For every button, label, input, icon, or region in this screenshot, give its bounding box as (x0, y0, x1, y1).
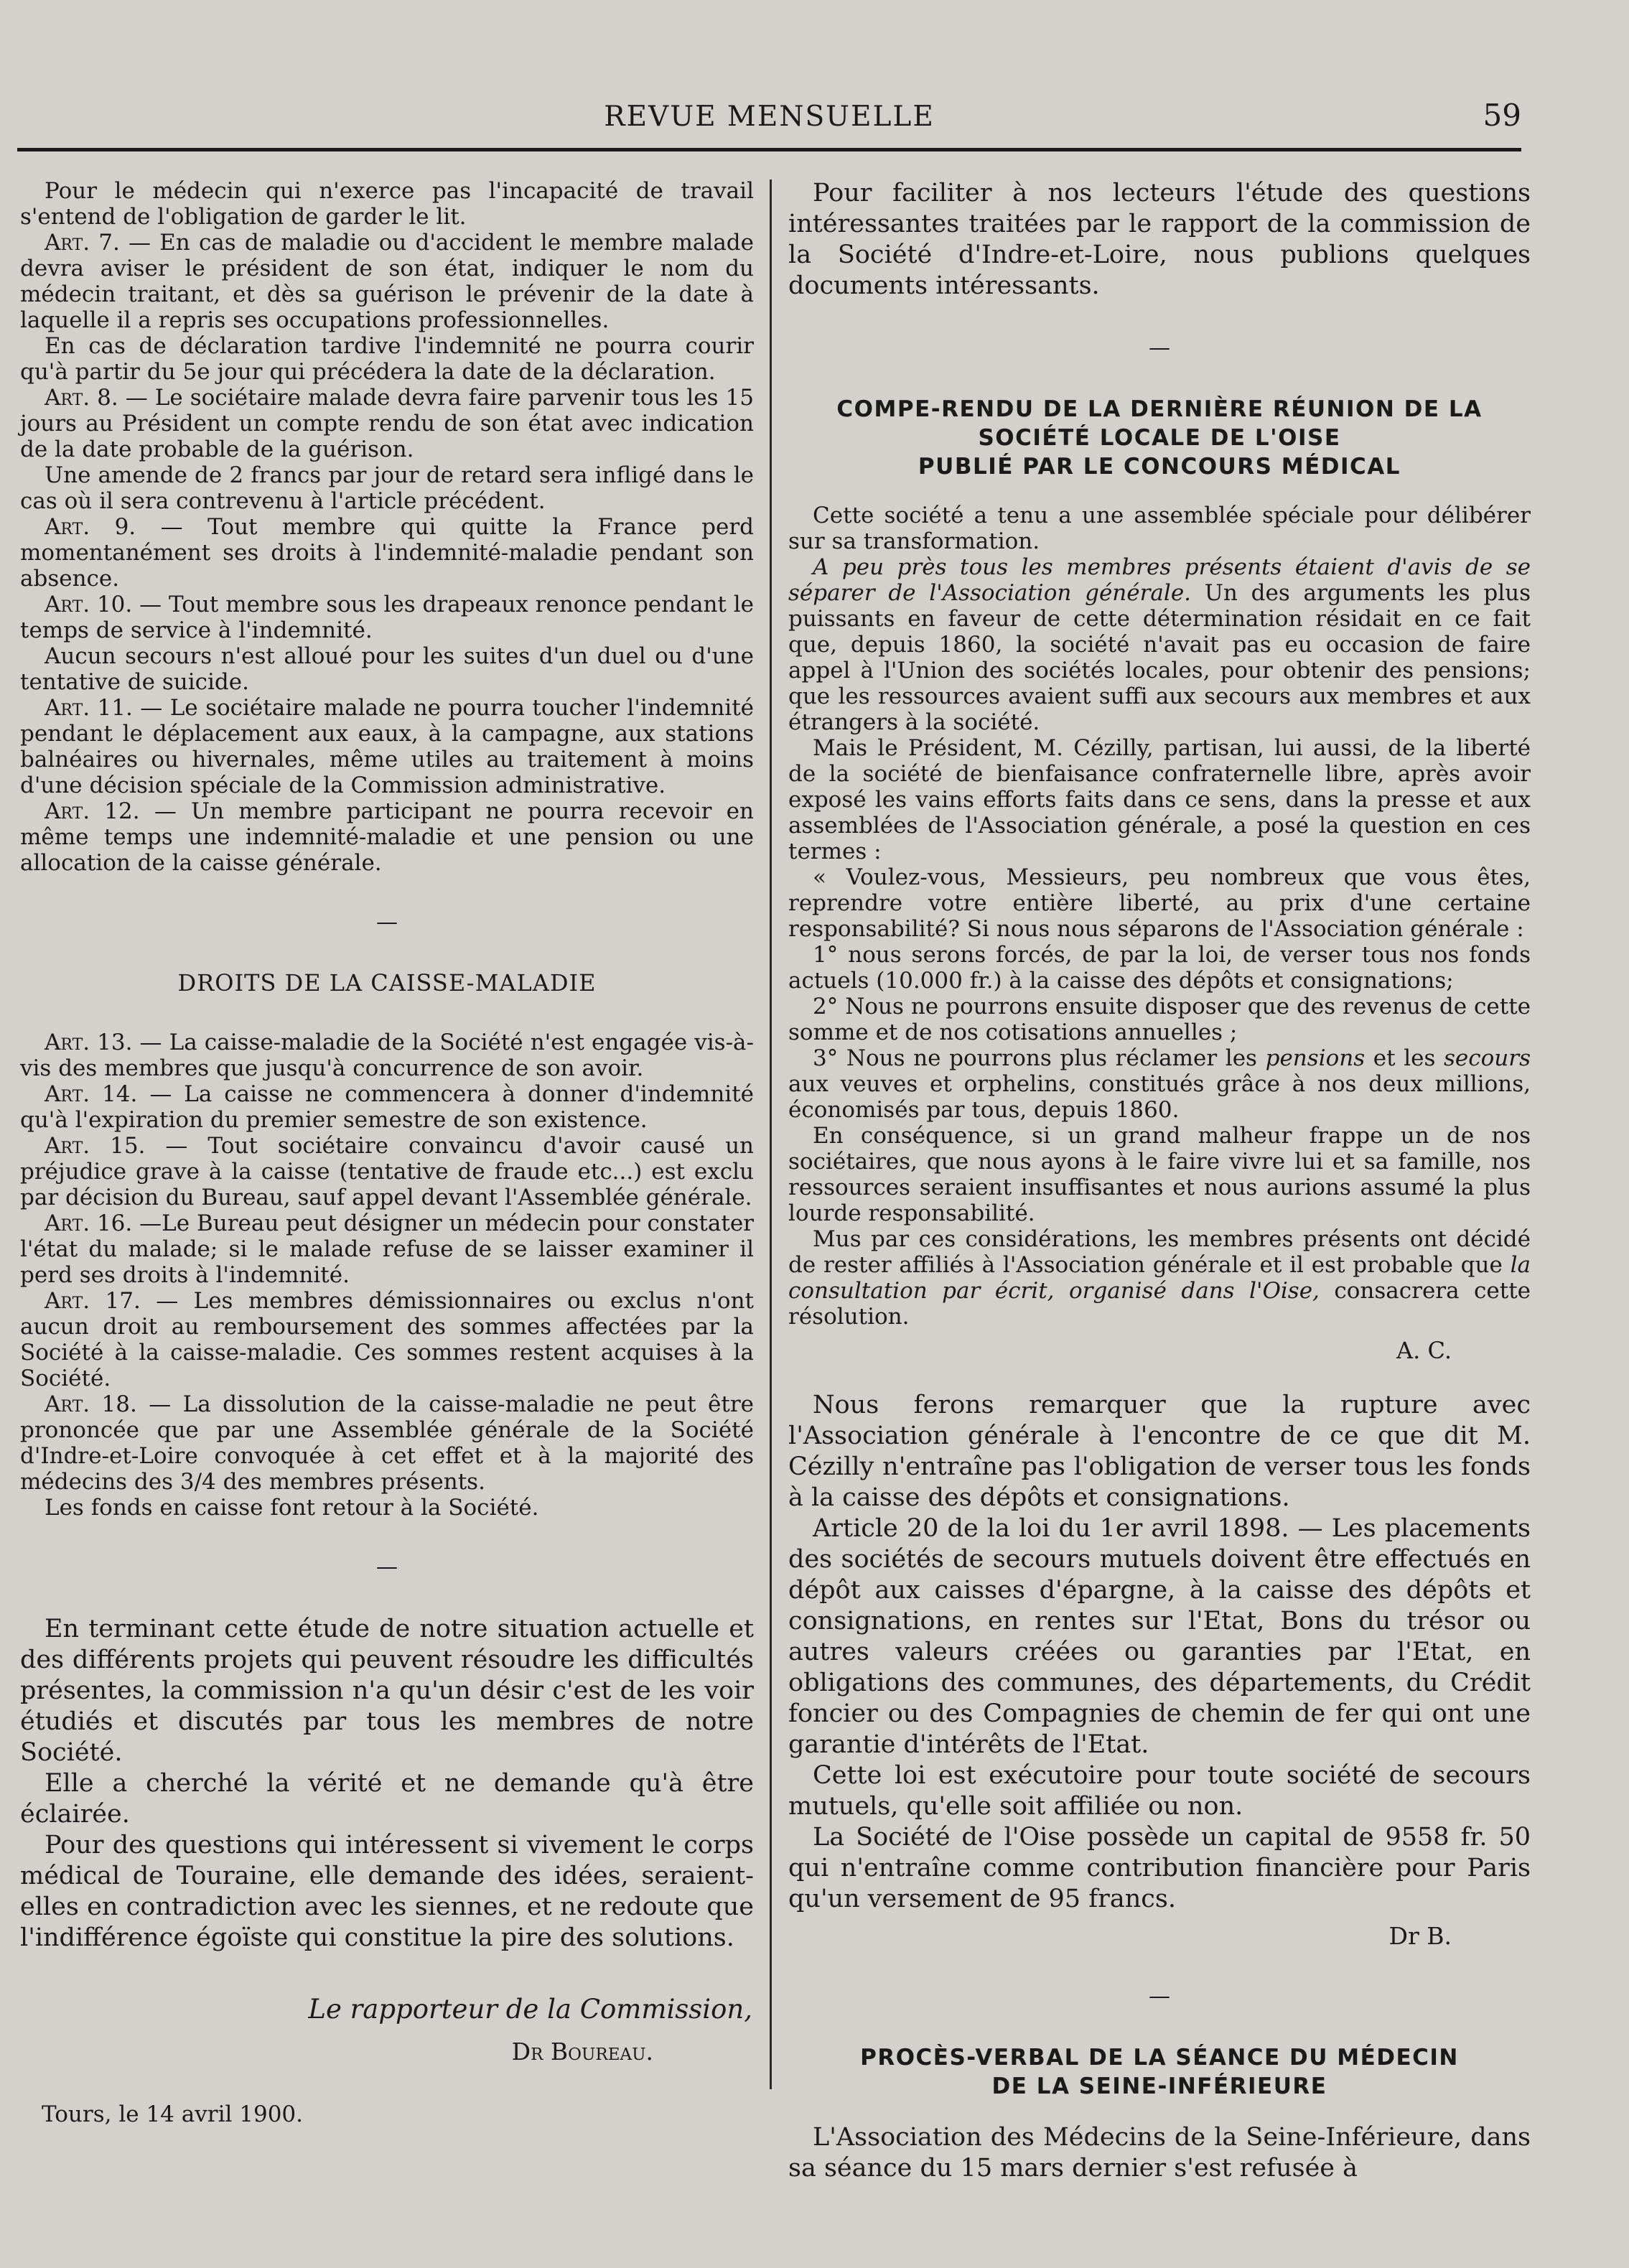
article-text: — Tout membre sous les drapeaux renonce pendant le temps de service à l'indemnité. (20, 592, 754, 643)
article-8 (20, 385, 754, 462)
paragraph: Les fonds en caisse font retour à la Société. (45, 1495, 539, 1521)
paragraph-large: Article 20 de la loi du 1er avril 1898. — Les placements des sociétés de secours mutuels doivent être effectués en dépôt aux caisses d'épargne, à la caisse des dépôts et consignations, en rentes sur l'Etat, Bons du trésor ou autres valeurs créées ou garanties par l'Etat, en obligations des communes, des départements, du Crédit foncier ou des Compagnies de chemin de fer qui ont une garantie d'intérêts de l'Etat. (788, 1514, 1531, 1759)
oise-report-heading (788, 395, 1531, 481)
text: aux veuves et orphelins, constitués grâce à nos deux millions, économisés par tous, depuis 1860. (788, 1071, 1531, 1123)
intro-paragraph: Pour faciliter à nos lecteurs l'étude des questions intéressantes traitées par le rapport de la commission de la Société d'Indre-et-Loire, nous publions quelques documents intéressants. (788, 179, 1531, 300)
heading-line: SOCIÉTÉ LOCALE DE L'OISE (978, 425, 1341, 451)
article-17 (20, 1288, 754, 1391)
italic-text: secours (1444, 1045, 1531, 1071)
running-head (17, 90, 1521, 136)
paragraph: En cas de déclaration tardive l'indemnité ne pourra courir qu'à partir du 5e jour qui précédera la date de la déclaration. (20, 333, 754, 385)
article-label: Art. 10. (45, 592, 133, 617)
text: Un des arguments les plus puissants en faveur de cette détermination résidait en ce fait que, depuis 1860, la société n'avait pas eu occasion de faire appel à l'Union des sociétés locales, pour obtenir des pensions; que les ressources avaient suffi aux secours aux membres et aux étrangers à la société. (788, 580, 1531, 735)
paragraph-large: Nous ferons remarquer que la rupture avec l'Association générale à l'encontre de ce que dit M. Cézilly n'entraîne pas l'obligation de verser tous les fonds à la caisse des dépôts et consignations. (788, 1391, 1531, 1512)
separator-dash: — (1149, 335, 1170, 360)
text: et les (1365, 1045, 1444, 1071)
article-13 (20, 1030, 754, 1081)
article-text: — Les membres démissionnaires ou exclus n'ont aucun droit au remboursement des sommes affectées par la Société à la caisse-maladie. Ces sommes restent acquises à la Société. (20, 1288, 754, 1391)
page-number: 59 (1483, 98, 1521, 133)
paragraph: Mais le Président, M. Cézilly, partisan, lui aussi, de la liberté de la société de bienfaisance confraternelle libre, après avoir exposé les vains efforts faits dans ce sens, dans la presse et aux assemblées de l'Association générale, a posé la question en ces termes : (788, 735, 1531, 864)
article-10 (20, 592, 754, 643)
oise-report-body (788, 503, 1531, 1364)
article-18 (20, 1391, 754, 1495)
seine-report-body (788, 2122, 1531, 2184)
text: Mus par ces considérations, les membres présents ont décidé de rester affiliés à l'Association générale et il est probable que (788, 1226, 1531, 1278)
paragraph (788, 554, 1531, 735)
heading-line: PROCÈS-VERBAL DE LA SÉANCE DU MÉDECIN (860, 2045, 1459, 2071)
signature-name: Dr Boureau. (511, 2038, 653, 2066)
place-date: Tours, le 14 avril 1900. (42, 2101, 303, 2127)
signature-role: Le rapporteur de la Commission, (308, 1994, 752, 2025)
article-9 (20, 514, 754, 592)
seine-report-heading (788, 2043, 1531, 2101)
italic-text: pensions (1265, 1045, 1366, 1071)
article-text: — La caisse-maladie de la Société n'est engagée vis-à-vis des membres que jusqu'à concurrence de son avoir. (20, 1030, 754, 1081)
article-text: — En cas de maladie ou d'accident le membre malade devra aviser le président de son état, indiquer le nom du médecin traitant, et dès sa guérison le prévenir de la date à laquelle il a repris ses occupations professionnelles. (20, 230, 755, 333)
article-label: Art. 15. (45, 1133, 146, 1159)
journal-title: REVUE MENSUELLE (604, 101, 935, 133)
paragraph: Une amende de 2 francs par jour de retard sera infligé dans le cas où il sera contrevenu à l'article précédent. (20, 462, 754, 514)
signature-initials: Dr B. (1388, 1922, 1452, 1950)
paragraph-large: Elle a cherché la vérité et ne demande qu'à être éclairée. (20, 1769, 754, 1829)
paragraph: Cette société a tenu a une assemblée spéciale pour délibérer sur sa transformation. (788, 503, 1531, 554)
paragraph-large: L'Association des Médecins de la Seine-Inférieure, dans sa séance du 15 mars dernier s'est refusée à (788, 2123, 1531, 2183)
article-label: Art. 13. (45, 1030, 133, 1055)
signature-initials: A. C. (1396, 1337, 1452, 1364)
header-rule (17, 148, 1521, 151)
article-text: — Tout sociétaire convaincu d'avoir causé un préjudice grave à la caisse (tentative de fraude etc...) est exclu par décision du Bureau, sauf appel devant l'Assemblée générale. (20, 1133, 754, 1210)
paragraph: En conséquence, si un grand malheur frappe un de nos sociétaires, que nous ayons à le faire vivre lui et sa famille, nos ressources seraient insuffisantes et nous aurions assumé la plus lourde responsabilité. (788, 1123, 1531, 1226)
article-11 (20, 695, 754, 798)
separator-dash: — (376, 910, 398, 935)
paragraph (788, 1045, 1531, 1123)
article-label: Art. 17. (45, 1288, 141, 1314)
paragraph: « Voulez-vous, Messieurs, peu nombreux que vous êtes, reprendre votre entière liberté, au prix d'une certaine responsabilité? Si nous nous séparons de l'Association générale : (788, 864, 1531, 942)
article-label: Art. 9. (45, 514, 136, 540)
conclusion-block (20, 1614, 754, 1954)
paragraph: Aucun secours n'est alloué pour les suites d'un duel ou d'une tentative de suicide. (20, 643, 754, 695)
article-text: — Le sociétaire malade devra faire parvenir tous les 15 jours au Président un compte rendu de son état avec indication de la date probable de la guérison. (20, 385, 754, 462)
article-label: Art. 7. (45, 230, 120, 256)
paragraph-large: La Société de l'Oise possède un capital de 9558 fr. 50 qui n'entraîne comme contribution financière pour Paris qu'un versement de 95 francs. (788, 1823, 1531, 1913)
article-12 (20, 798, 754, 876)
statutes-block (20, 178, 754, 1578)
section-heading: DROITS DE LA CAISSE-MALADIE (177, 969, 597, 997)
right-column (788, 178, 1531, 2184)
article-14 (20, 1081, 754, 1133)
article-label: Art. 12. (45, 798, 140, 824)
separator-dash: — (1149, 1984, 1170, 2009)
article-text: — La dissolution de la caisse-maladie ne peut être prononcée que par une Assemblée générale de la Société d'Indre-et-Loire convoquée à cet effet et à la majorité des médecins des 3/4 des membres présents. (20, 1391, 754, 1495)
commentary-block (788, 1390, 1531, 1950)
article-label: Art. 16. (45, 1210, 133, 1236)
paragraph: 2° Nous ne pourrons ensuite disposer que des revenus de cette somme et de nos cotisations annuelles ; (788, 994, 1531, 1045)
paragraph: Pour le médecin qui n'exerce pas l'incapacité de travail s'entend de l'obligation de garder le lit. (20, 178, 754, 230)
italic-text: la consultation par écrit, organisé dans l'Oise, (788, 1252, 1531, 1304)
article-15 (20, 1133, 754, 1210)
article-label: Art. 14. (45, 1081, 138, 1107)
column-divider (770, 179, 772, 2089)
article-label: Art. 11. (45, 695, 133, 721)
paragraph (788, 1226, 1531, 1330)
article-text: — La caisse ne commencera à donner d'indemnité qu'à l'expiration du premier semestre de son existence. (20, 1081, 755, 1133)
paragraph-large: Cette loi est exécutoire pour toute société de secours mutuels, qu'elle soit affiliée ou non. (788, 1761, 1531, 1821)
article-label: Art. 8. (45, 385, 118, 411)
text: 3° Nous ne pourrons plus réclamer les (813, 1045, 1266, 1071)
article-16 (20, 1210, 754, 1288)
article-text: — Tout membre qui quitte la France perd momentanément ses droits à l'indemnité-maladie pendant son absence. (20, 514, 755, 592)
paragraph: 1° nous serons forcés, de par la loi, de verser tous nos fonds actuels (10.000 fr.) à la caisse des dépôts et consignations; (788, 942, 1531, 994)
article-label: Art. 18. (45, 1391, 137, 1417)
heading-line: DE LA SEINE-INFÉRIEURE (991, 2073, 1327, 2099)
intro-block (788, 178, 1531, 302)
article-text: — Le sociétaire malade ne pourra toucher l'indemnité pendant le déplacement aux eaux, à la campagne, aux stations balnéaires ou hivernales, même utiles au traitement à moins d'une décision spéciale de la Commission administrative. (20, 695, 755, 798)
italic-text: A peu près tous les membres présents étaient d'avis de se séparer de l'Association générale. (788, 554, 1531, 606)
heading-line: COMPE-RENDU DE LA DERNIÈRE RÉUNION DE LA (836, 396, 1483, 422)
paragraph-large: En terminant cette étude de notre situation actuelle et des différents projets qui peuvent résoudre les difficultés présentes, la commission n'a qu'un désir c'est de les voir étudiés et discutés par tous les membres de notre Société. (20, 1615, 754, 1767)
paragraph-large: Pour des questions qui intéressent si vivement le corps médical de Touraine, elle demande des idées, seraient-elles en contradiction avec les siennes, et ne redoute que l'indifférence égoïste qui constitue la pire des solutions. (20, 1831, 754, 1952)
article-text: — Un membre participant ne pourra recevoir en même temps une indemnité-maladie et une pension ou une allocation de la caisse générale. (20, 798, 754, 876)
heading-line: PUBLIÉ PAR LE CONCOURS MÉDICAL (918, 454, 1401, 480)
article-7 (20, 230, 754, 333)
left-column (20, 178, 754, 2127)
article-text: —Le Bureau peut désigner un médecin pour constater l'état du malade; si le malade refuse de se laisser examiner il perd ses droits à l'indemnité. (20, 1210, 754, 1288)
separator-dash: — (376, 1554, 398, 1579)
text: consacrera cette résolution. (788, 1278, 1531, 1330)
